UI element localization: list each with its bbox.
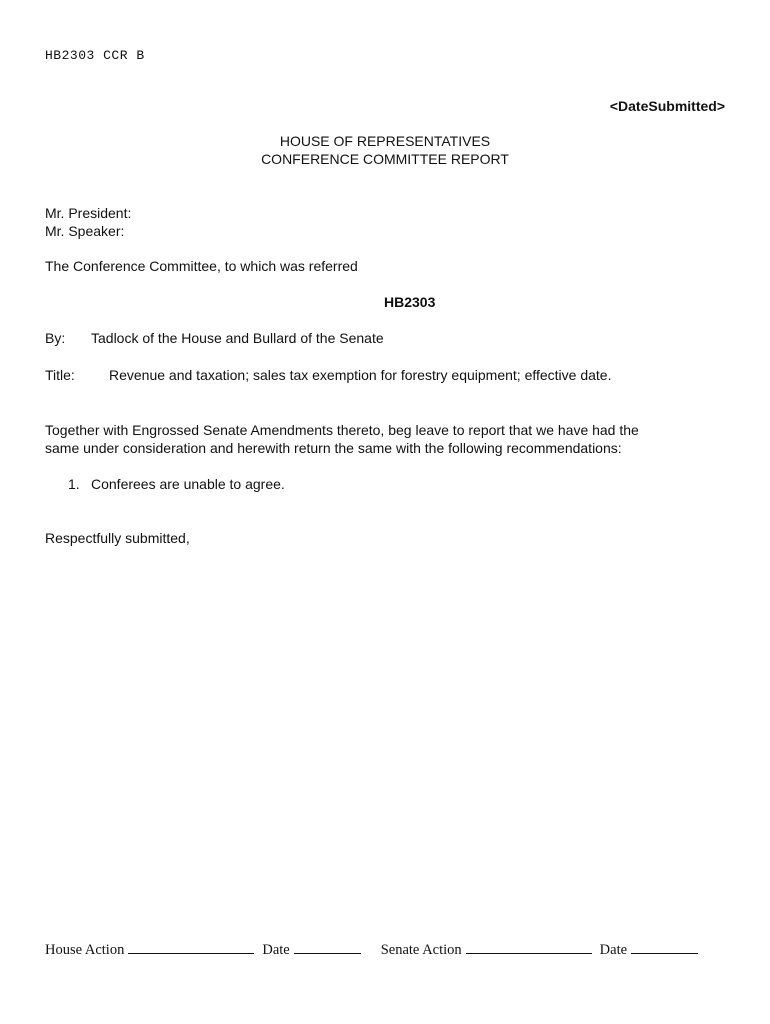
bill-number: HB2303 [384,294,436,310]
senate-action-label: Senate Action [380,942,462,958]
closing-text: Respectfully submitted, [45,530,190,546]
date-label-2: Date [599,942,628,958]
date-line-1 [294,952,361,954]
recommendation-number: 1. [68,476,80,492]
salutation-speaker: Mr. Speaker: [45,223,125,239]
by-label: By: [45,330,66,346]
house-action-label: House Action [45,942,125,958]
document-code: HB2303 CCR B [45,48,145,63]
intro-text: The Conference Committee, to which was referred [45,258,358,274]
report-title-chamber: HOUSE OF REPRESENTATIVES [279,133,491,149]
salutation-president: Mr. President: [45,205,132,221]
by-value: Tadlock of the House and Bullard of the Senate [91,330,384,346]
title-label: Title: [45,367,75,383]
title-value: Revenue and taxation; sales tax exemption for forestry equipment; effective date. [109,367,612,383]
signature-footer [45,942,706,959]
recommendation-text: Conferees are unable to agree. [91,476,285,492]
date-label-1: Date [262,942,290,958]
report-title-type: CONFERENCE COMMITTEE REPORT [261,151,509,167]
senate-action-line [466,952,592,954]
body-line-2: same under consideration and herewith return the same with the following recommendations: [45,440,622,456]
body-line-1: Together with Engrossed Senate Amendments thereto, beg leave to report that we have had the [45,422,639,438]
date-submitted: <DateSubmitted> [609,98,725,114]
date-line-2 [631,952,698,954]
house-action-line [128,952,254,954]
